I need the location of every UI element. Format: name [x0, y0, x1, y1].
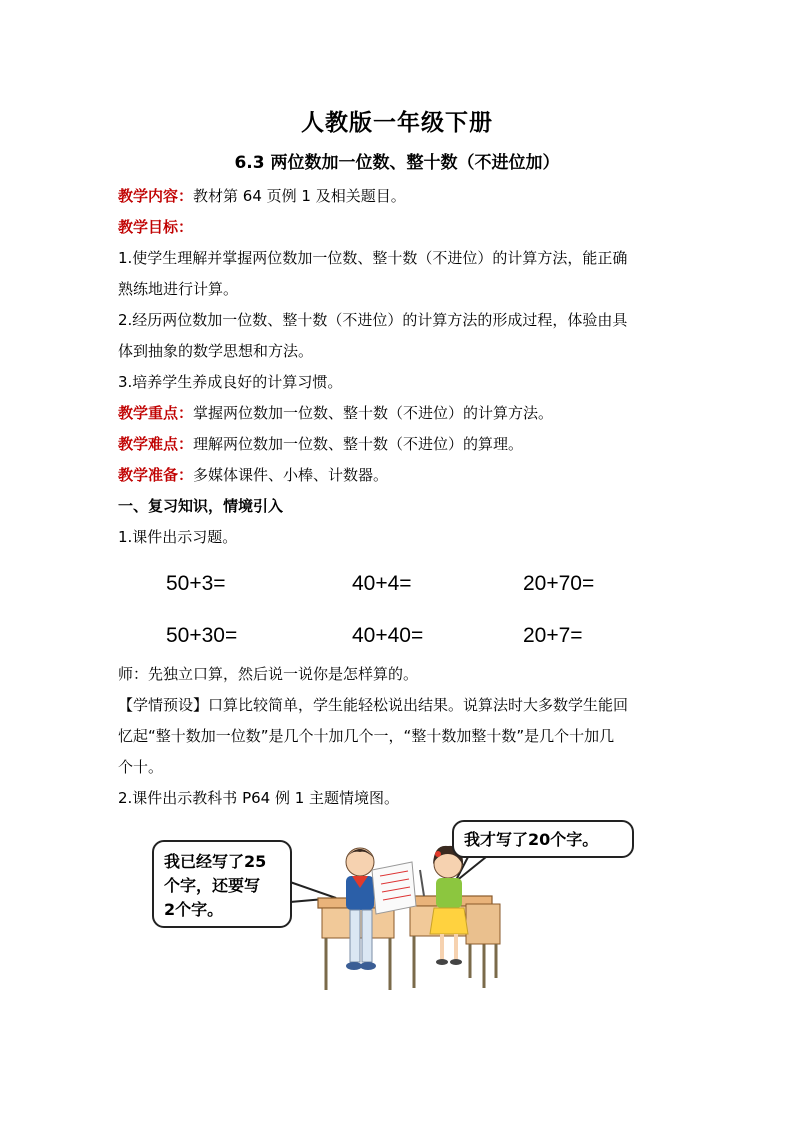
section-heading: 一、复习知识，情境引入	[118, 497, 284, 515]
objective-3: 3.培养学生养成良好的计算习惯。	[118, 373, 343, 391]
expression: 40+4=	[352, 572, 412, 595]
page-title: 人教版一年级下册	[301, 110, 493, 136]
expression-grid	[118, 559, 678, 659]
key-point-text: 掌握两位数加一位数、整十数（不进位）的计算方法。	[193, 404, 554, 422]
lesson-title: 6.3 两位数加一位数、整十数（不进位加）	[234, 153, 560, 173]
scene-illustration	[150, 810, 650, 1000]
objective-1-line-1: 1.使学生理解并掌握两位数加一位数、整十数（不进位）的计算方法，能正确	[118, 249, 628, 267]
objective-1-line-2: 熟练地进行计算。	[118, 280, 239, 298]
content-text: 教材第 64 页例 1 及相关题目。	[193, 187, 406, 205]
key-point-row	[118, 398, 678, 429]
lesson-body	[118, 181, 678, 814]
content-row	[118, 181, 678, 212]
key-point-label: 教学重点：	[118, 404, 194, 422]
step-1: 1.课件出示习题。	[118, 528, 238, 546]
preparation-label: 教学准备：	[118, 466, 194, 484]
preset-line-2: 忆起“整十数加一位数”是几个十加几个一，“整十数加整十数”是几个十加几	[118, 727, 615, 745]
objectives-label: 教学目标：	[118, 218, 194, 236]
speech-bubble-right: 我才写了20个字。	[452, 820, 634, 858]
expression: 50+30=	[166, 624, 238, 647]
preset-line-3: 个十。	[118, 758, 164, 776]
speech-bubble-left: 我已经写了25 个字，还要写 2个字。	[152, 840, 292, 928]
expression: 40+40=	[352, 624, 424, 647]
expression: 50+3=	[166, 572, 226, 595]
difficulty-text: 理解两位数加一位数、整十数（不进位）的算理。	[193, 435, 524, 453]
objectives-row	[118, 212, 678, 243]
difficulty-row	[118, 429, 678, 460]
objective-2-line-1: 2.经历两位数加一位数、整十数（不进位）的计算方法的形成过程，体验由具	[118, 311, 628, 329]
expression: 20+7=	[523, 624, 583, 647]
expression: 20+70=	[523, 572, 595, 595]
objective-2-line-2: 体到抽象的数学思想和方法。	[118, 342, 314, 360]
preparation-row	[118, 460, 678, 491]
content-label: 教学内容：	[118, 187, 194, 205]
teacher-line: 师：先独立口算，然后说一说你是怎样算的。	[118, 665, 419, 683]
difficulty-label: 教学难点：	[118, 435, 194, 453]
step-2: 2.课件出示教科书 P64 例 1 主题情境图。	[118, 789, 400, 807]
preparation-text: 多媒体课件、小棒、计数器。	[193, 466, 389, 484]
preset-line-1: 【学情预设】口算比较简单，学生能轻松说出结果。说算法时大多数学生能回	[118, 696, 629, 714]
